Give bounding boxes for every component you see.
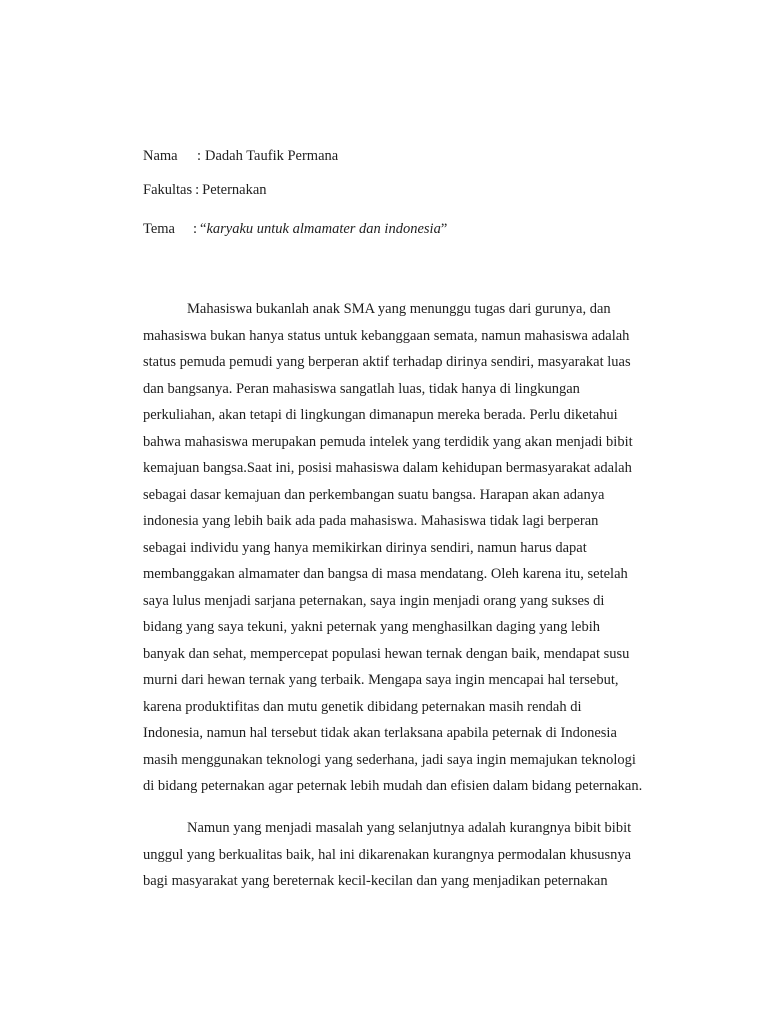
tema-open-quote: “ xyxy=(200,221,207,237)
paragraph-line: murni dari hewan ternak yang terbaik. Mengapa saya ingin mencapai hal tersebut, xyxy=(143,672,619,688)
paragraph-line: sebagai dasar kemajuan dan perkembangan suatu bangsa. Harapan akan adanya xyxy=(143,486,605,503)
paragraph-line: saya lulus menjadi sarjana peternakan, saya ingin menjadi orang yang sukses di xyxy=(143,592,605,609)
tema-row xyxy=(143,220,447,238)
tema-close-quote: ” xyxy=(440,221,448,237)
paragraph-line: Namun yang menjadi masalah yang selanjutnya adalah kurangnya bibit bibit xyxy=(187,820,632,836)
paragraph-line: status pemuda pemudi yang berperan aktif terhadap dirinya sendiri, masyarakat luas xyxy=(143,354,631,370)
paragraph-line: indonesia yang lebih baik ada pada mahasiswa. Mahasiswa tidak lagi berperan xyxy=(143,513,599,529)
tema-label: Tema xyxy=(143,221,175,237)
paragraph-line: unggul yang berkualitas baik, hal ini dikarenakan kurangnya permodalan khususnya xyxy=(143,846,632,863)
paragraph-line: bagi masyarakat yang bereternak kecil-kecilan dan yang menjadikan peternakan xyxy=(143,873,608,889)
fakultas-label: Fakultas xyxy=(143,182,193,198)
fakultas-row xyxy=(143,181,267,199)
essay-paragraph-2 xyxy=(143,815,663,895)
paragraph-line: banyak dan sehat, mempercepat populasi hewan ternak dengan baik, mendapat susu xyxy=(143,645,630,662)
nama-value: Dadah Taufik Permana xyxy=(205,148,339,164)
paragraph-line: membanggakan almamater dan bangsa di masa mendatang. Oleh karena itu, setelah xyxy=(143,566,628,582)
tema-value: karyaku untuk almamater dan indonesia xyxy=(206,221,441,237)
fakultas-separator: : xyxy=(195,182,200,198)
nama-row xyxy=(143,147,338,165)
paragraph-line: kemajuan bangsa.Saat ini, posisi mahasiswa dalam kehidupan bermasyarakat adalah xyxy=(143,460,632,476)
paragraph-line: di bidang peternakan agar peternak lebih mudah dan efisien dalam bidang peternakan. xyxy=(143,778,643,794)
paragraph-line: masih menggunakan teknologi yang sederhana, jadi saya ingin memajukan teknologi xyxy=(143,751,636,768)
fakultas-value: Peternakan xyxy=(202,182,267,198)
paragraph-line: sebagai individu yang hanya memikirkan dirinya sendiri, namun harus dapat xyxy=(143,539,587,556)
paragraph-line: karena produktifitas dan mutu genetik dibidang peternakan masih rendah di xyxy=(143,698,582,715)
paragraph-line: Indonesia, namun hal tersebut tidak akan terlaksana apabila peternak di Indonesia xyxy=(143,725,617,741)
paragraph-line: Mahasiswa bukanlah anak SMA yang menunggu tugas dari gurunya, dan xyxy=(187,301,611,317)
paragraph-line: mahasiswa bukan hanya status untuk kebanggaan semata, namun mahasiswa adalah xyxy=(143,327,630,344)
nama-label: Nama xyxy=(143,148,178,164)
paragraph-line: bidang yang saya tekuni, yakni peternak yang menghasilkan daging yang lebih xyxy=(143,619,601,635)
essay-paragraph-1 xyxy=(143,296,663,800)
nama-separator: : xyxy=(197,148,202,164)
tema-separator: : xyxy=(193,221,198,237)
paragraph-line: dan bangsanya. Peran mahasiswa sangatlah luas, tidak hanya di lingkungan xyxy=(143,380,580,397)
paragraph-line: bahwa mahasiswa merupakan pemuda intelek yang terdidik yang akan menjadi bibit xyxy=(143,433,633,450)
paragraph-line: perkuliahan, akan tetapi di lingkungan dimanapun mereka berada. Perlu diketahui xyxy=(143,407,618,423)
